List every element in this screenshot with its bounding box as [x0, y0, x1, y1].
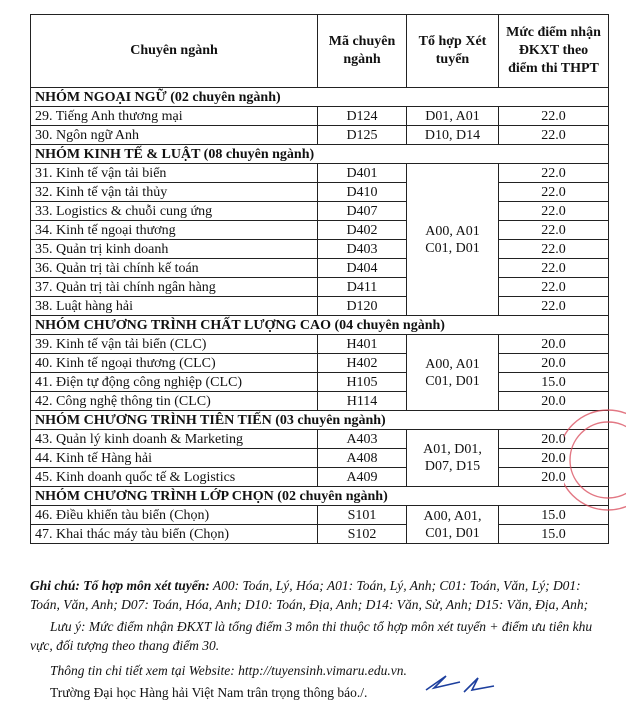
- score-cell: 22.0: [499, 297, 609, 316]
- major-name: 30. Ngôn ngữ Anh: [31, 126, 318, 145]
- major-name: 31. Kinh tế vận tải biển: [31, 164, 318, 183]
- table-row: [31, 183, 609, 202]
- combo-cell: D01, A01: [407, 107, 499, 126]
- score-cell: 22.0: [499, 126, 609, 145]
- header-score: Mức điểm nhận ĐKXT theo điểm thi THPT: [499, 15, 609, 88]
- major-code: A408: [318, 449, 407, 468]
- website-note: Thông tin chi tiết xem tại Website: http://tuyensinh.vimaru.edu.vn.: [50, 663, 407, 678]
- score-cell: 20.0: [499, 468, 609, 487]
- major-code: A409: [318, 468, 407, 487]
- header-code: Mã chuyên ngành: [318, 15, 407, 88]
- major-name: 39. Kinh tế vận tải biển (CLC): [31, 335, 318, 354]
- score-cell: 22.0: [499, 183, 609, 202]
- score-cell: 15.0: [499, 525, 609, 544]
- major-name: 29. Tiếng Anh thương mại: [31, 107, 318, 126]
- major-code: D125: [318, 126, 407, 145]
- major-name: 35. Quản trị kinh doanh: [31, 240, 318, 259]
- major-code: D401: [318, 164, 407, 183]
- combo-cell: A00, A01 C01, D01: [407, 335, 499, 411]
- major-code: D402: [318, 221, 407, 240]
- major-name: 37. Quản trị tài chính ngân hàng: [31, 278, 318, 297]
- table-row: [31, 278, 609, 297]
- table-row: [31, 202, 609, 221]
- major-code: D120: [318, 297, 407, 316]
- caution-note: Lưu ý: Mức điểm nhận ĐKXT là tổng điểm 3 môn thi thuộc tổ hợp môn xét tuyển + điểm ưu tiên khu vực, đối tượng theo thang điểm 30.: [30, 619, 593, 653]
- score-cell: 15.0: [499, 373, 609, 392]
- table-header-row: [31, 15, 609, 88]
- score-cell: 22.0: [499, 107, 609, 126]
- major-code: H105: [318, 373, 407, 392]
- score-cell: 22.0: [499, 259, 609, 278]
- group-header-row: [31, 487, 609, 506]
- major-name: 42. Công nghệ thông tin (CLC): [31, 392, 318, 411]
- group-title: NHÓM NGOẠI NGỮ (02 chuyên ngành): [31, 88, 609, 107]
- combo-cell: A00, A01 C01, D01: [407, 164, 499, 316]
- header-major: Chuyên ngành: [31, 15, 318, 88]
- major-name: 46. Điều khiển tàu biển (Chọn): [31, 506, 318, 525]
- table-row: [31, 430, 609, 449]
- score-cell: 22.0: [499, 164, 609, 183]
- closing-line: Trường Đại học Hàng hải Việt Nam trân trọng thông báo./.: [50, 685, 368, 700]
- major-name: 33. Logistics & chuỗi cung ứng: [31, 202, 318, 221]
- major-code: S101: [318, 506, 407, 525]
- group-header-row: [31, 316, 609, 335]
- table-row: [31, 221, 609, 240]
- table-row: [31, 392, 609, 411]
- score-cell: 20.0: [499, 335, 609, 354]
- score-cell: 15.0: [499, 506, 609, 525]
- table-row: [31, 240, 609, 259]
- table-row: [31, 107, 609, 126]
- table-row: [31, 126, 609, 145]
- major-name: 34. Kinh tế ngoại thương: [31, 221, 318, 240]
- major-code: H402: [318, 354, 407, 373]
- combo-cell: D10, D14: [407, 126, 499, 145]
- score-cell: 22.0: [499, 221, 609, 240]
- major-code: D124: [318, 107, 407, 126]
- table-row: [31, 335, 609, 354]
- group-title: NHÓM CHƯƠNG TRÌNH TIÊN TIẾN (03 chuyên ngành): [31, 411, 609, 430]
- signature-mark: [420, 672, 500, 694]
- major-code: D411: [318, 278, 407, 297]
- header-combo: Tổ hợp Xét tuyển: [407, 15, 499, 88]
- table-row: [31, 297, 609, 316]
- score-cell: 22.0: [499, 240, 609, 259]
- major-code: D407: [318, 202, 407, 221]
- score-cell: 20.0: [499, 449, 609, 468]
- combo-cell: A01, D01, D07, D15: [407, 430, 499, 487]
- major-name: 44. Kinh tế Hàng hải: [31, 449, 318, 468]
- major-name: 40. Kinh tế ngoại thương (CLC): [31, 354, 318, 373]
- red-stamp: [564, 400, 626, 520]
- major-name: 36. Quản trị tài chính kế toán: [31, 259, 318, 278]
- major-name: 32. Kinh tế vận tải thủy: [31, 183, 318, 202]
- table-row: [31, 449, 609, 468]
- table-row: [31, 259, 609, 278]
- major-code: D404: [318, 259, 407, 278]
- major-name: 43. Quản lý kinh doanh & Marketing: [31, 430, 318, 449]
- major-code: D410: [318, 183, 407, 202]
- group-header-row: [31, 88, 609, 107]
- score-cell: 20.0: [499, 430, 609, 449]
- group-header-row: [31, 145, 609, 164]
- combination-note: Ghi chú: Tổ hợp môn xét tuyển: A00: Toán, Lý, Hóa; A01: Toán, Lý, Anh; C01: Toán, Văn, Lý; D01: Toán, Văn, Anh; D07: Toán, Hóa, Anh; D10: Toán, Địa, Anh; D14: Văn, Sử, Anh; D15: Văn, Địa, Anh;: [30, 578, 589, 612]
- score-cell: 20.0: [499, 392, 609, 411]
- major-code: A403: [318, 430, 407, 449]
- major-name: 45. Kinh doanh quốc tế & Logistics: [31, 468, 318, 487]
- score-cell: 22.0: [499, 202, 609, 221]
- major-code: H401: [318, 335, 407, 354]
- group-title: NHÓM CHƯƠNG TRÌNH LỚP CHỌN (02 chuyên ngành): [31, 487, 609, 506]
- combo-cell: A00, A01, C01, D01: [407, 506, 499, 544]
- major-code: H114: [318, 392, 407, 411]
- group-title: NHÓM KINH TẾ & LUẬT (08 chuyên ngành): [31, 145, 609, 164]
- group-title: NHÓM CHƯƠNG TRÌNH CHẤT LƯỢNG CAO (04 chuyên ngành): [31, 316, 609, 335]
- table-row: [31, 506, 609, 525]
- table-row: [31, 468, 609, 487]
- major-code: D403: [318, 240, 407, 259]
- notes-section: [30, 576, 610, 702]
- table-row: [31, 373, 609, 392]
- admission-score-table: [30, 14, 609, 544]
- score-cell: 20.0: [499, 354, 609, 373]
- major-name: 47. Khai thác máy tàu biển (Chọn): [31, 525, 318, 544]
- score-cell: 22.0: [499, 278, 609, 297]
- major-name: 41. Điện tự động công nghiệp (CLC): [31, 373, 318, 392]
- major-code: S102: [318, 525, 407, 544]
- table-row: [31, 525, 609, 544]
- major-name: 38. Luật hàng hải: [31, 297, 318, 316]
- table-row: [31, 164, 609, 183]
- group-header-row: [31, 411, 609, 430]
- table-row: [31, 354, 609, 373]
